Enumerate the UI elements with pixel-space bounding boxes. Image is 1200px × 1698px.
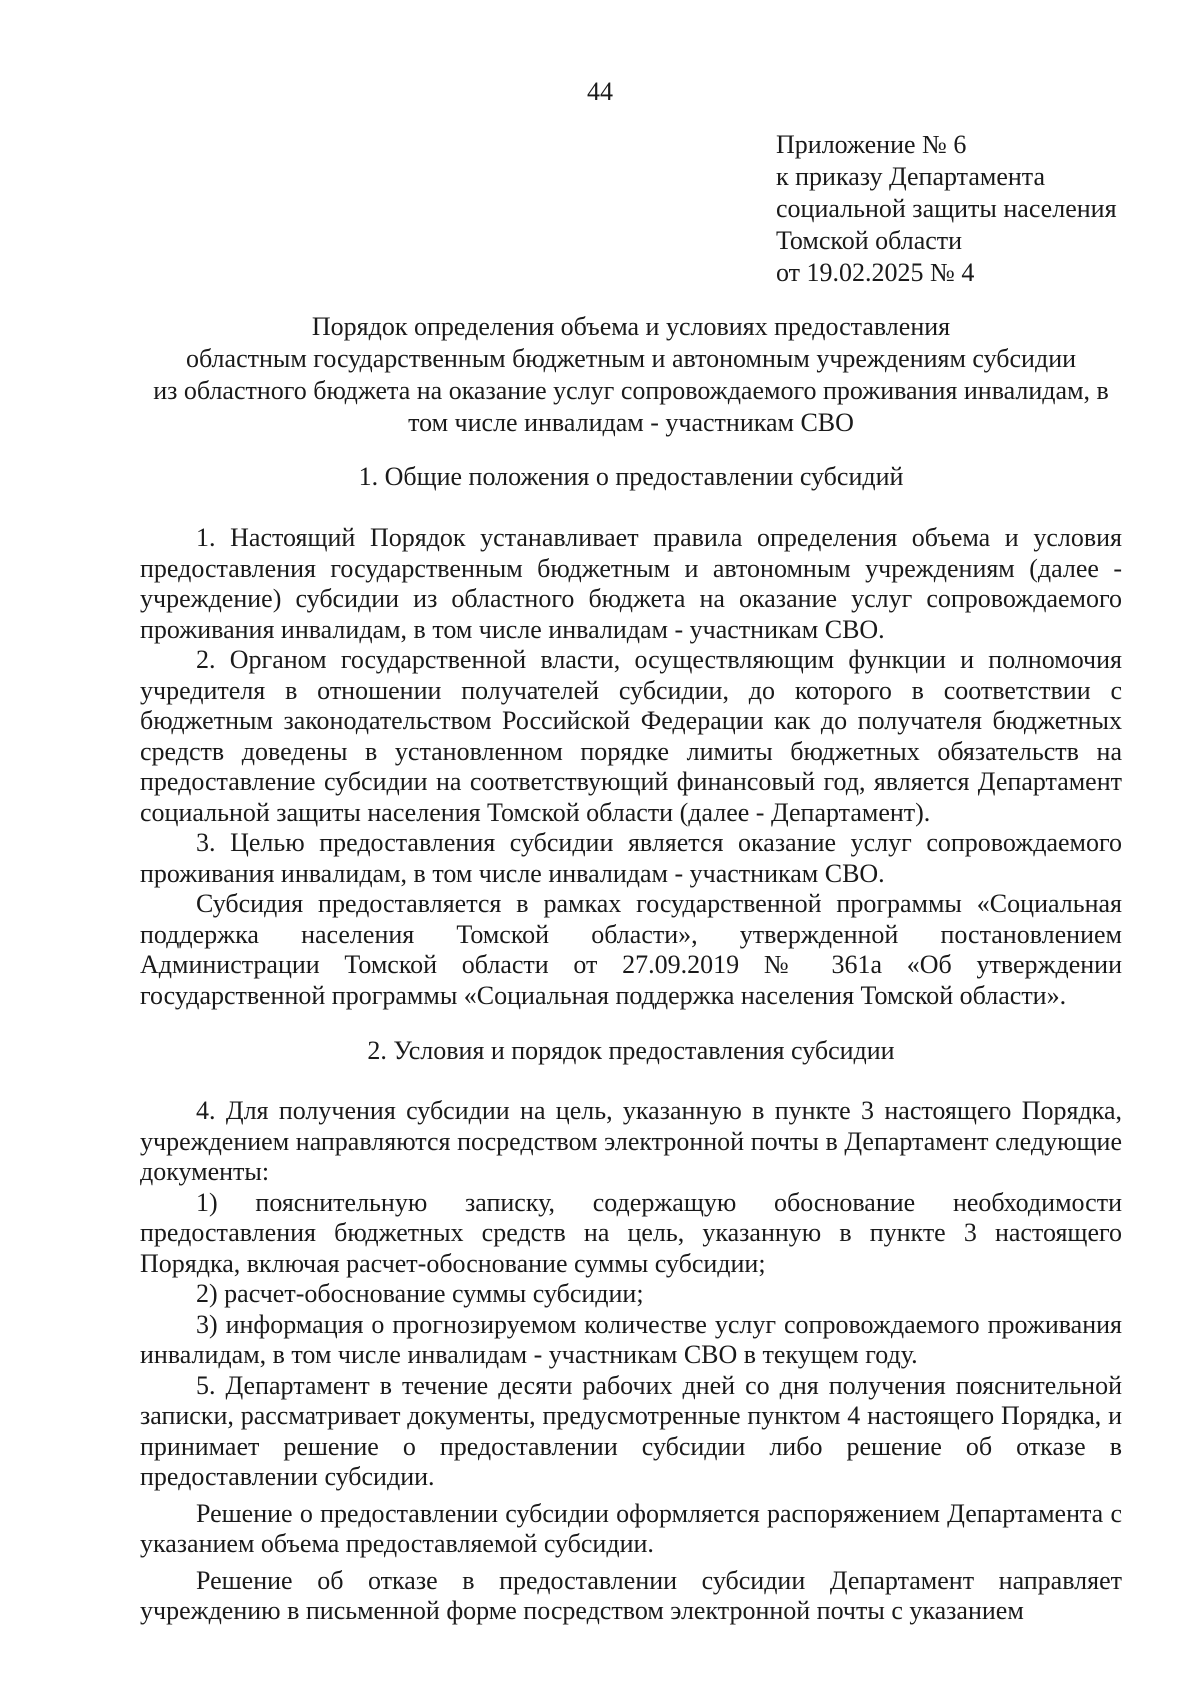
section-2-body [140,1096,1122,1627]
list-item: 3) информация о прогнозируемом количестве услуг сопровождаемого проживания инвалидам, в том числе инвалидам - участникам СВО в текущем году. [140,1309,1122,1369]
appendix-line: социальной защиты населения [776,194,1117,223]
paragraph: 5. Департамент в течение десяти рабочих дней со дня получения пояснительной записки, рассматривает документы, предусмотренные пунктом 4 настоящего Порядка, и принимает решение о предоставлении субсидии либо решение об отказе в предоставлении субсидии. [140,1370,1122,1491]
paragraph: 4. Для получения субсидии на цель, указанную в пункте 3 настоящего Порядка, учреждением направляются посредством электронной почты в Департамент следующие документы: [140,1096,1122,1186]
section-2-heading: 2. Условия и порядок предоставления субсидии [367,1036,895,1065]
appendix-line: к приказу Департамента [776,162,1046,191]
paragraph: Решение об отказе в предоставлении субсидии Департамент направляет учреждению в письменной форме посредством электронной почты с указанием [140,1565,1122,1625]
list-item: 1) пояснительную записку, содержащую обоснование необходимости предоставления бюджетных средств на цель, указанную в пункте 3 настоящего Порядка, включая расчет-обоснование суммы субсидии; [140,1187,1122,1278]
section-1-body [140,523,1122,1011]
page-number: 44 [587,77,613,106]
title-line: том числе инвалидам - участникам СВО [408,408,854,437]
paragraph: 1. Настоящий Порядок устанавливает правила определения объема и условия предоставления государственным бюджетным и автономным учреждениям (далее - учреждение) субсидии из областного бюджета на оказание услуг сопровождаемого проживания инвалидам, в том числе инвалидам - участникам СВО. [140,523,1122,644]
title-line: из областного бюджета на оказание услуг сопровождаемого проживания инвалидам, в [153,376,1109,405]
list-item: 2) расчет-обоснование суммы субсидии; [196,1279,644,1308]
appendix-line: Томской области [776,226,963,255]
title-line: Порядок определения объема и условиях предоставления [311,312,951,341]
paragraph: 2. Органом государственной власти, осуществляющим функции и полномочия учредителя в отношении получателей субсидии, до которого в соответствии с бюджетным законодательством Российской Федерации как до получателя бюджетных средств доведены в установленном порядке лимиты бюджетных обязательств на предоставление субсидии на соответствующий финансовый год, является Департамент социальной защиты населения Томской области (далее - Департамент). [140,645,1122,827]
paragraph: 3. Целью предоставления субсидии является оказание услуг сопровождаемого проживания инвалидам, в том числе инвалидам - участникам СВО. [140,828,1122,888]
appendix-line: от 19.02.2025 № 4 [776,258,975,287]
appendix-line: Приложение № 6 [776,130,967,159]
document-title [140,311,1122,439]
appendix-header [776,129,1176,289]
paragraph: Субсидия предоставляется в рамках государственной программы «Социальная поддержка населения Томской области», утвержденной постановлением Администрации Томской области от 27.09.2019 № 361а «Об утверждении государственной программы «Социальная поддержка населения Томской области». [140,889,1122,1010]
section-1-heading: 1. Общие положения о предоставлении субсидий [358,462,904,491]
title-line: областным государственным бюджетным и автономным учреждениям субсидии [185,344,1077,373]
paragraph: Решение о предоставлении субсидии оформляется распоряжением Департамента с указанием объема предоставляемой субсидии. [140,1498,1122,1558]
